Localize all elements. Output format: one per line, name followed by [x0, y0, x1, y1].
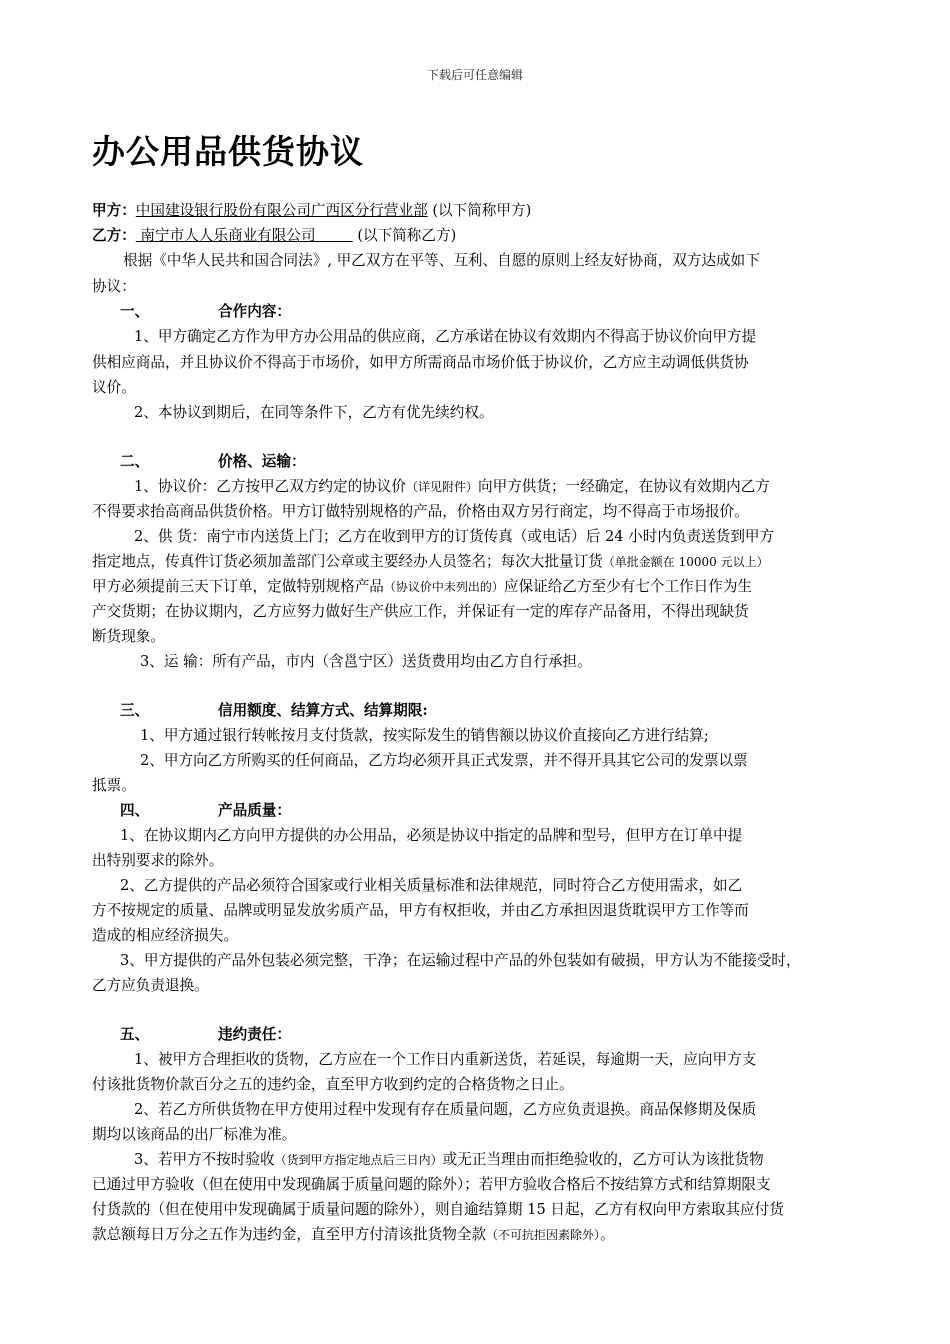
party-b-name: 南宁市人人乐商业有限公司 [135, 227, 353, 244]
text-run: 。 [600, 1226, 615, 1243]
section-2-line-6: 产交货期；在协议期内，乙方应努力做好生产供应工作，并保证有一定的库存产品备用，不得出现缺货 [92, 603, 749, 620]
section-3-number: 三、 [120, 702, 150, 719]
section-5-line-8 [92, 1222, 882, 1248]
section-5-line-5 [92, 1147, 924, 1173]
section-1-title: 合作内容： [218, 303, 291, 320]
section-5-line-2: 付该批货物价款百分之五的违约金，直至甲方收到约定的合格货物之日止。 [92, 1076, 574, 1093]
section-4-line-1: 1、在协议期内乙方向甲方提供的办公用品，必须是协议中指定的品牌和型号，但甲方在订单中提 [120, 827, 743, 844]
text-run: 向甲方供货；一经确定，在协议有效期内乙方 [478, 478, 770, 495]
intro-line-1: 根据《中华人民共和国合同法》, 甲乙双方在平等、互利、自愿的原则上经友好协商，双方达成如下 [123, 252, 760, 269]
section-2-line-1 [92, 474, 924, 500]
section-4-line-6: 3、甲方提供的产品外包装必须完整，干净；在运输过程中产品的外包装如有破损，甲方认为不能接受时， [120, 952, 801, 969]
section-4-line-3: 2、乙方提供的产品必须符合国家或行业相关质量标准和法律规范，同时符合乙方使用需求，如乙 [120, 877, 743, 894]
party-a-line [92, 198, 882, 224]
section-4-line-4: 方不按规定的质量、品牌或明显发放劣质产品，甲方有权拒收，并由乙方承担因退货耽误甲方工作等而 [92, 902, 749, 919]
text-run: 或无正当理由而拒绝验收的，乙方可认为该批货物 [442, 1151, 764, 1168]
section-5-heading [92, 1022, 910, 1048]
section-3-line-1: 1、甲方通过银行转帐按月支付货款，按实际发生的销售额以协议价直接向乙方进行结算; [140, 727, 709, 744]
section-1-line-2: 供相应商品，并且协议价不得高于市场价，如甲方所需商品市场价低于协议价，乙方应主动调低供货协 [92, 354, 749, 371]
annotation-run: （详见附件） [405, 480, 478, 494]
header-note: 下载后可任意编辑 [426, 68, 523, 82]
section-2-line-3: 2、供 货：南宁市内送货上门；乙方在收到甲方的订货传真（或电话）后 24 小时内负责送货到甲方 [134, 528, 775, 545]
party-a-label: 甲方： [92, 202, 136, 219]
section-4-heading [92, 798, 910, 824]
text-run: 1、协议价：乙方按甲乙双方约定的协议价 [134, 478, 406, 495]
text-run: 款总额每日万分之五作为违约金，直至甲方付清该批货物全款 [92, 1226, 487, 1243]
section-4-line-2: 出特别要求的除外。 [92, 852, 224, 869]
section-2-title: 价格、运输： [218, 453, 306, 470]
section-5-line-7: 付货款的（但在使用中发现确属于质量问题的除外），则自逾结算期 15 日起，乙方有权向甲方索取其应付货 [92, 1201, 784, 1218]
section-2-line-4 [92, 549, 882, 575]
section-2-heading [92, 449, 910, 475]
section-5-line-1: 1、被甲方合理拒收的货物，乙方应在一个工作日内重新送货，若延误，每逾期一天，应向甲方支 [134, 1051, 757, 1068]
section-5-line-3: 2、若乙方所供货物在甲方使用过程中发现有存在质量问题，乙方应负责退换。商品保修期及保质 [134, 1101, 757, 1118]
section-1-number: 一、 [120, 303, 150, 320]
party-b-suffix: (以下简称乙方) [352, 227, 457, 244]
section-1-heading [92, 299, 910, 325]
party-b-line [92, 223, 882, 249]
section-5-title: 违约责任： [218, 1026, 291, 1043]
section-4-line-7: 乙方应负责退换。 [92, 977, 209, 994]
annotation-run: （货到甲方指定地点后三日内） [274, 1153, 443, 1167]
annotation-run: （不可抗拒因素除外） [486, 1228, 601, 1242]
text-run: 应保证给乙方至少有七个工作日作为生 [503, 578, 753, 595]
section-2-line-8: 3、运 输：所有产品，市内（含邕宁区）送货费用均由乙方自行承担。 [140, 653, 592, 670]
section-2-number: 二、 [120, 453, 150, 470]
section-5-number: 五、 [120, 1026, 150, 1043]
text-run: 3、若甲方不按时验收 [134, 1151, 275, 1168]
party-a-name: 中国建设银行股份有限公司广西区分行营业部 [135, 202, 428, 219]
party-b-label: 乙方： [92, 227, 136, 244]
party-a-suffix: (以下简称甲方) [427, 202, 532, 219]
section-3-title: 信用额度、结算方式、结算期限: [218, 702, 428, 719]
section-4-number: 四、 [120, 802, 150, 819]
section-1-line-4: 2、本协议到期后，在同等条件下，乙方有优先续约权。 [134, 404, 494, 421]
text-run: 甲方必须提前三天下订单，定做特别规格产品 [92, 578, 384, 595]
section-1-line-3: 议价。 [92, 379, 136, 396]
section-2-line-7: 断货现象。 [92, 628, 165, 645]
section-3-line-2: 2、甲方向乙方所购买的任何商品，乙方均必须开具正式发票，并不得开具其它公司的发票以票 [140, 752, 748, 769]
text-run: 指定地点，传真件订货必须加盖部门公章或主要经办人员签名；每次大批量订货 [92, 553, 603, 570]
section-5-line-4: 期均以该商品的出厂标准为准。 [92, 1126, 297, 1143]
intro-line-2: 协议： [92, 278, 136, 295]
annotation-run: （单批金额在 10000 元以上） [602, 555, 769, 569]
section-5-line-6: 已通过甲方验收（但在使用中发现确属于质量问题的除外）；若甲方验收合格后不按结算方式和结算期限支 [92, 1176, 771, 1193]
section-2-line-5 [92, 574, 882, 600]
annotation-run: （协议价中未列出的） [383, 580, 504, 594]
document-title: 办公用品供货协议 [92, 132, 364, 171]
section-4-title: 产品质量： [218, 802, 291, 819]
section-3-heading [92, 698, 910, 724]
section-4-line-5: 造成的相应经济损失。 [92, 927, 238, 944]
section-3-line-3: 抵票。 [92, 777, 136, 794]
section-2-line-2: 不得要求抬高商品供货价格。甲方订做特别规格的产品，价格由双方另行商定，均不得高于市场报价。 [92, 503, 749, 520]
section-1-line-1: 1、甲方确定乙方作为甲方办公用品的供应商，乙方承诺在协议有效期内不得高于协议价向甲方提 [134, 328, 757, 345]
